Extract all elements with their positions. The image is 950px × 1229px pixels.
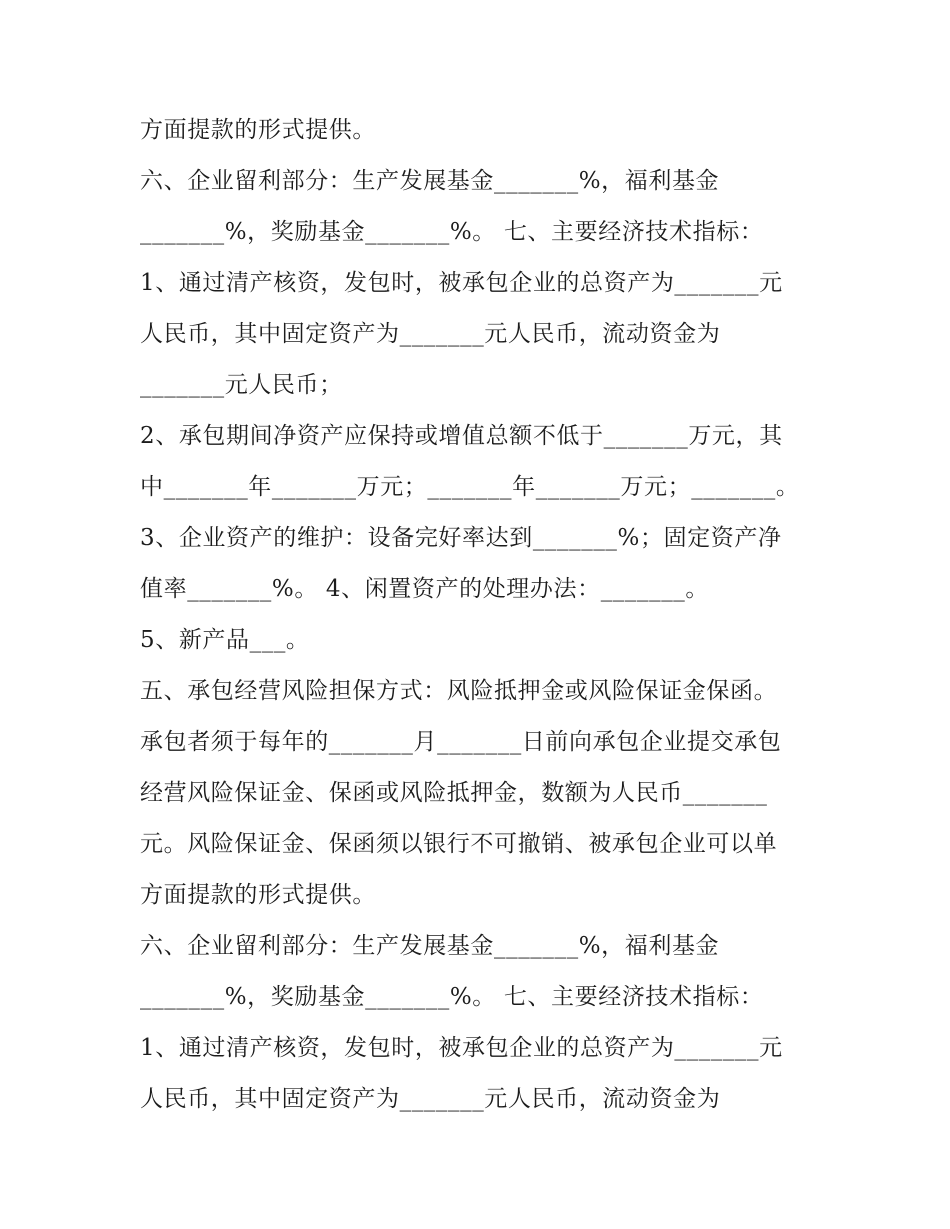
text-line-4: 1、通过清产核资，发包时，被承包企业的总资产为_______元: [140, 270, 783, 296]
text-line-15: 元。风险保证金、保函须以银行不可撤销、被承包企业可以单: [140, 831, 778, 857]
text-line-3: _______%，奖励基金_______%。 七、主要经济技术指标：: [140, 219, 764, 245]
text-line-16: 方面提款的形式提供。: [140, 882, 376, 908]
text-line-7: 2、承包期间净资产应保持或增值总额不低于_______万元，其: [140, 423, 783, 449]
text-line-10: 值率_______%。 4、闲置资产的处理办法：_______。: [140, 576, 709, 602]
text-line-12: 五、承包经营风险担保方式：风险抵押金或风险保证金保函。: [140, 678, 778, 704]
text-line-1: 方面提款的形式提供。: [140, 117, 376, 143]
text-line-5: 人民币，其中固定资产为_______元人民币，流动资金为: [140, 321, 721, 347]
text-line-9: 3、企业资产的维护：设备完好率达到_______%；固定资产净: [140, 525, 782, 551]
text-line-14: 经营风险保证金、保函或风险抵押金，数额为人民币_______: [140, 780, 768, 806]
text-line-13: 承包者须于每年的_______月_______日前向承包企业提交承包: [140, 729, 782, 755]
text-line-8: 中_______年_______万元；_______年_______万元；_______。: [140, 474, 800, 500]
text-line-2: 六、企业留利部分：生产发展基金_______%，福利基金: [140, 168, 720, 194]
text-line-17: 六、企业留利部分：生产发展基金_______%，福利基金: [140, 933, 720, 959]
text-line-18: _______%，奖励基金_______%。 七、主要经济技术指标：: [140, 984, 764, 1010]
text-line-11: 5、新产品___。: [140, 627, 310, 653]
text-line-6: _______元人民币；: [140, 372, 343, 398]
text-line-19: 1、通过清产核资，发包时，被承包企业的总资产为_______元: [140, 1035, 783, 1061]
text-line-20: 人民币，其中固定资产为_______元人民币，流动资金为: [140, 1086, 721, 1112]
